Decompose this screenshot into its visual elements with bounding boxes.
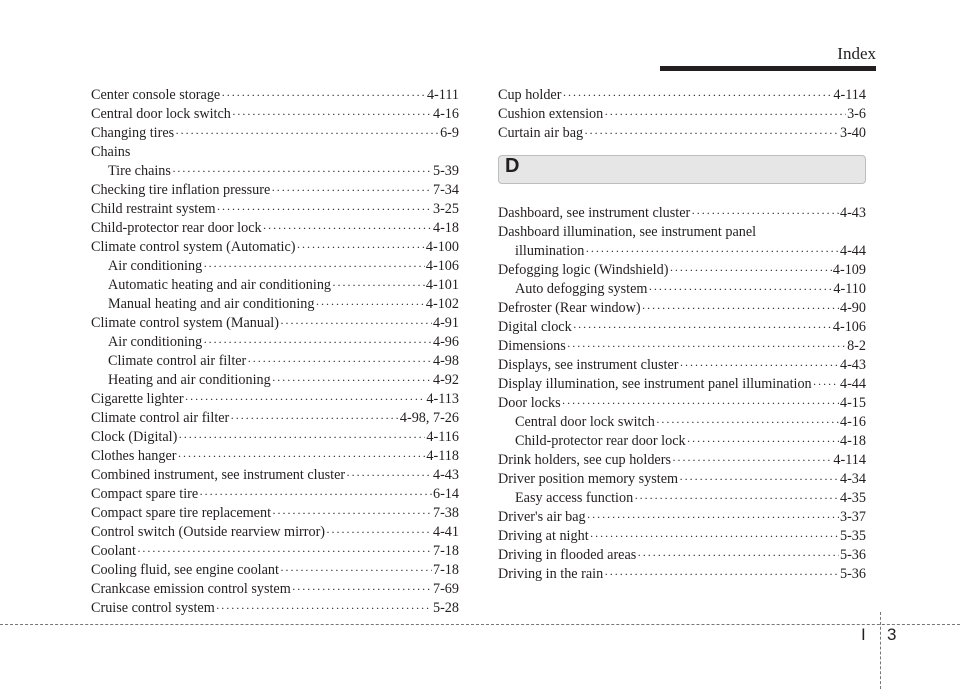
- index-entry: [91, 200, 459, 219]
- dot-leader: [232, 105, 432, 124]
- dot-leader: [679, 470, 839, 489]
- entry-term: Tire chains: [108, 163, 171, 179]
- dot-leader: [221, 86, 426, 105]
- entry-term: Clock (Digital): [91, 429, 178, 445]
- entry-term: Combined instrument, see instrument cluster: [91, 467, 346, 483]
- footer-vertical-divider: [880, 612, 881, 689]
- dot-leader: [584, 124, 839, 143]
- entry-page-ref: 4-43: [839, 205, 866, 221]
- index-entry: [91, 219, 459, 238]
- index-column-right: [498, 86, 866, 584]
- entry-term: Driver position memory system: [498, 471, 679, 487]
- section-letter: D: [505, 155, 520, 177]
- index-entry: [498, 318, 866, 337]
- entry-page-ref: 3-6: [847, 106, 866, 122]
- dot-leader: [672, 451, 832, 470]
- entry-term: Displays, see instrument cluster: [498, 357, 679, 373]
- dot-leader: [137, 542, 432, 561]
- index-subentry: [91, 295, 459, 314]
- entry-page-ref: 4-106: [832, 319, 866, 335]
- entry-term: Air conditioning: [108, 334, 203, 350]
- dot-leader: [648, 280, 832, 299]
- index-entry: [91, 238, 459, 257]
- index-entry: [498, 356, 866, 375]
- index-subentry: [498, 242, 866, 261]
- entry-page-ref: 4-106: [425, 258, 459, 274]
- entry-term: Climate control system (Automatic): [91, 239, 296, 255]
- entry-term: Air conditioning: [108, 258, 203, 274]
- entry-term: Cigarette lighter: [91, 391, 184, 407]
- index-entry: [498, 565, 866, 584]
- entry-page-ref: 3-40: [839, 125, 866, 141]
- entry-page-ref: 4-109: [832, 262, 866, 278]
- index-entry: [91, 86, 459, 105]
- entry-page-ref: 4-114: [833, 87, 866, 103]
- entry-term: Climate control system (Manual): [91, 315, 279, 331]
- index-entry: [498, 394, 866, 413]
- entry-page-ref: 5-28: [432, 600, 459, 616]
- page-header-title: Index: [837, 44, 876, 63]
- index-subentry: [498, 413, 866, 432]
- dot-leader: [587, 508, 839, 527]
- index-entry: [91, 523, 459, 542]
- entry-page-ref: 7-34: [432, 182, 459, 198]
- index-entry: [498, 299, 866, 318]
- dot-leader: [669, 261, 831, 280]
- entry-term: Drink holders, see cup holders: [498, 452, 671, 468]
- entry-page-ref: 4-118: [426, 448, 459, 464]
- page-prefix: I: [861, 625, 866, 644]
- index-entry: [498, 470, 866, 489]
- dot-leader: [642, 299, 839, 318]
- dot-leader: [175, 124, 439, 143]
- entry-page-ref: 4-98, 7-26: [399, 410, 459, 426]
- entry-term: Driving in the rain: [498, 566, 604, 582]
- index-d-entries: [498, 204, 866, 584]
- entry-page-ref: 4-96: [432, 334, 459, 350]
- dot-leader: [567, 337, 846, 356]
- index-entry: [498, 223, 866, 242]
- dot-leader: [590, 527, 839, 546]
- dot-leader: [562, 394, 839, 413]
- index-subentry: [91, 276, 459, 295]
- index-entry: [91, 428, 459, 447]
- index-subentry: [91, 333, 459, 352]
- entry-term: Cooling fluid, see engine coolant: [91, 562, 279, 578]
- dot-leader: [272, 504, 432, 523]
- dot-leader: [280, 561, 432, 580]
- entry-page-ref: 4-110: [833, 281, 866, 297]
- index-c-continued: [498, 86, 866, 143]
- entry-term: Automatic heating and air conditioning: [108, 277, 332, 293]
- entry-page-ref: 4-35: [839, 490, 866, 506]
- dot-leader: [604, 565, 839, 584]
- entry-term: Defroster (Rear window): [498, 300, 641, 316]
- entry-term: illumination: [515, 243, 585, 259]
- dot-leader: [178, 447, 426, 466]
- entry-term: Climate control air filter: [108, 353, 247, 369]
- index-entry: [91, 124, 459, 143]
- entry-page-ref: 7-18: [432, 562, 459, 578]
- dot-leader: [562, 86, 832, 105]
- entry-term: Dashboard, see instrument cluster: [498, 205, 691, 221]
- dot-leader: [172, 162, 432, 181]
- dot-leader: [247, 352, 432, 371]
- entry-term: Door locks: [498, 395, 561, 411]
- entry-page-ref: 5-39: [432, 163, 459, 179]
- dot-leader: [656, 413, 839, 432]
- entry-page-ref: 4-18: [432, 220, 459, 236]
- entry-page-ref: 4-101: [425, 277, 459, 293]
- dot-leader: [216, 599, 432, 618]
- dot-leader: [326, 523, 432, 542]
- entry-term: Central door lock switch: [91, 106, 231, 122]
- entry-page-ref: 4-111: [426, 87, 459, 103]
- entry-page-ref: 7-38: [432, 505, 459, 521]
- entry-term: Digital clock: [498, 319, 572, 335]
- entry-page-ref: 4-102: [425, 296, 459, 312]
- index-entry: [91, 181, 459, 200]
- entry-page-ref: 4-44: [839, 376, 866, 392]
- index-entry: [498, 546, 866, 565]
- index-entry: [91, 466, 459, 485]
- entry-term: Changing tires: [91, 125, 175, 141]
- entry-page-ref: 7-18: [432, 543, 459, 559]
- dot-leader: [217, 200, 432, 219]
- index-entry: [498, 86, 866, 105]
- entry-page-ref: 4-100: [425, 239, 459, 255]
- entry-term: Compact spare tire: [91, 486, 199, 502]
- index-subentry: [498, 489, 866, 508]
- section-header-d: [498, 155, 866, 184]
- index-entry: [91, 599, 459, 618]
- index-subentry: [91, 371, 459, 390]
- entry-page-ref: 6-14: [432, 486, 459, 502]
- dot-leader: [332, 276, 425, 295]
- entry-page-ref: 4-16: [839, 414, 866, 430]
- entry-term: Driver's air bag: [498, 509, 586, 525]
- dot-leader: [573, 318, 832, 337]
- dot-leader: [679, 356, 839, 375]
- index-entry: [91, 314, 459, 333]
- dot-leader: [813, 375, 839, 394]
- dot-leader: [292, 580, 432, 599]
- index-entry: [91, 561, 459, 580]
- entry-term: Dashboard illumination, see instrument panel: [498, 224, 757, 240]
- entry-term: Manual heating and air conditioning: [108, 296, 315, 312]
- index-entry: [498, 451, 866, 470]
- index-entry: [91, 542, 459, 561]
- entry-page-ref: 5-35: [839, 528, 866, 544]
- index-entry: [498, 337, 866, 356]
- index-entry: [91, 390, 459, 409]
- entry-term: Central door lock switch: [515, 414, 655, 430]
- entry-page-ref: 4-98: [432, 353, 459, 369]
- dot-leader: [272, 371, 432, 390]
- index-entry: [91, 485, 459, 504]
- entry-term: Clothes hanger: [91, 448, 177, 464]
- entry-page-ref: 6-9: [440, 125, 459, 141]
- dot-leader: [271, 181, 432, 200]
- index-subentry: [498, 280, 866, 299]
- entry-page-ref: 4-43: [839, 357, 866, 373]
- entry-page-ref: 4-90: [839, 300, 866, 316]
- dot-leader: [346, 466, 432, 485]
- dot-leader: [634, 489, 839, 508]
- entry-term: Center console storage: [91, 87, 221, 103]
- entry-term: Easy access function: [515, 490, 634, 506]
- entry-term: Heating and air conditioning: [108, 372, 271, 388]
- page-number: 3: [887, 625, 897, 644]
- entry-page-ref: 5-36: [839, 547, 866, 563]
- entry-page-ref: 4-18: [839, 433, 866, 449]
- dot-leader: [280, 314, 432, 333]
- entry-page-ref: 5-36: [839, 566, 866, 582]
- entry-term: Coolant: [91, 543, 136, 559]
- index-entry: [498, 105, 866, 124]
- index-entry: [498, 375, 866, 394]
- entry-page-ref: 4-15: [839, 395, 866, 411]
- entry-term: Display illumination, see instrument panel illumination: [498, 376, 812, 392]
- entry-term: Dimensions: [498, 338, 566, 354]
- index-entry: [498, 204, 866, 223]
- index-column-left: [91, 86, 459, 618]
- entry-term: Auto defogging system: [515, 281, 648, 297]
- dot-leader: [585, 242, 839, 261]
- dot-leader: [604, 105, 846, 124]
- footer-divider: [0, 624, 960, 625]
- entry-term: Compact spare tire replacement: [91, 505, 272, 521]
- entry-term: Control switch (Outside rearview mirror): [91, 524, 326, 540]
- dot-leader: [691, 204, 839, 223]
- entry-term: Crankcase emission control system: [91, 581, 291, 597]
- index-entry: [91, 447, 459, 466]
- entry-page-ref: 4-43: [432, 467, 459, 483]
- entry-term: Cruise control system: [91, 600, 215, 616]
- entry-page-ref: 4-44: [839, 243, 866, 259]
- entry-term: Curtain air bag: [498, 125, 584, 141]
- entry-page-ref: 4-114: [833, 452, 866, 468]
- entry-page-ref: 4-41: [432, 524, 459, 540]
- entry-page-ref: 8-2: [847, 338, 866, 354]
- index-entry: [91, 105, 459, 124]
- index-subentry: [91, 257, 459, 276]
- entry-page-ref: 4-92: [432, 372, 459, 388]
- index-subentry: [91, 352, 459, 371]
- index-subentry: [91, 162, 459, 181]
- dot-leader: [199, 485, 432, 504]
- entry-term: Cushion extension: [498, 106, 604, 122]
- entry-term: Child restraint system: [91, 201, 216, 217]
- entry-term: Driving in flooded areas: [498, 547, 637, 563]
- entry-page-ref: 3-37: [839, 509, 866, 525]
- dot-leader: [297, 238, 425, 257]
- entry-term: Child-protector rear door lock: [91, 220, 262, 236]
- index-entry: [498, 124, 866, 143]
- index-entry: [498, 527, 866, 546]
- dot-leader: [230, 409, 399, 428]
- entry-term: Child-protector rear door lock: [515, 433, 686, 449]
- entry-term: Chains: [91, 144, 131, 160]
- dot-leader: [687, 432, 839, 451]
- dot-leader: [637, 546, 839, 565]
- header-rule: [660, 66, 876, 71]
- dot-leader: [315, 295, 424, 314]
- entry-term: Driving at night: [498, 528, 589, 544]
- index-entry: [91, 580, 459, 599]
- entry-term: Climate control air filter: [91, 410, 230, 426]
- index-entry: [91, 409, 459, 428]
- dot-leader: [185, 390, 426, 409]
- entry-page-ref: 4-34: [839, 471, 866, 487]
- index-entry: [91, 143, 459, 162]
- index-subentry: [498, 432, 866, 451]
- entry-term: Cup holder: [498, 87, 562, 103]
- entry-page-ref: 3-25: [432, 201, 459, 217]
- dot-leader: [263, 219, 432, 238]
- entry-page-ref: 4-16: [432, 106, 459, 122]
- index-entry: [498, 261, 866, 280]
- entry-page-ref: 4-116: [426, 429, 459, 445]
- dot-leader: [203, 257, 425, 276]
- entry-page-ref: 4-113: [426, 391, 459, 407]
- dot-leader: [178, 428, 425, 447]
- index-entry: [498, 508, 866, 527]
- entry-term: Defogging logic (Windshield): [498, 262, 669, 278]
- entry-page-ref: 7-69: [432, 581, 459, 597]
- dot-leader: [203, 333, 432, 352]
- entry-term: Checking tire inflation pressure: [91, 182, 271, 198]
- index-entry: [91, 504, 459, 523]
- entry-page-ref: 4-91: [432, 315, 459, 331]
